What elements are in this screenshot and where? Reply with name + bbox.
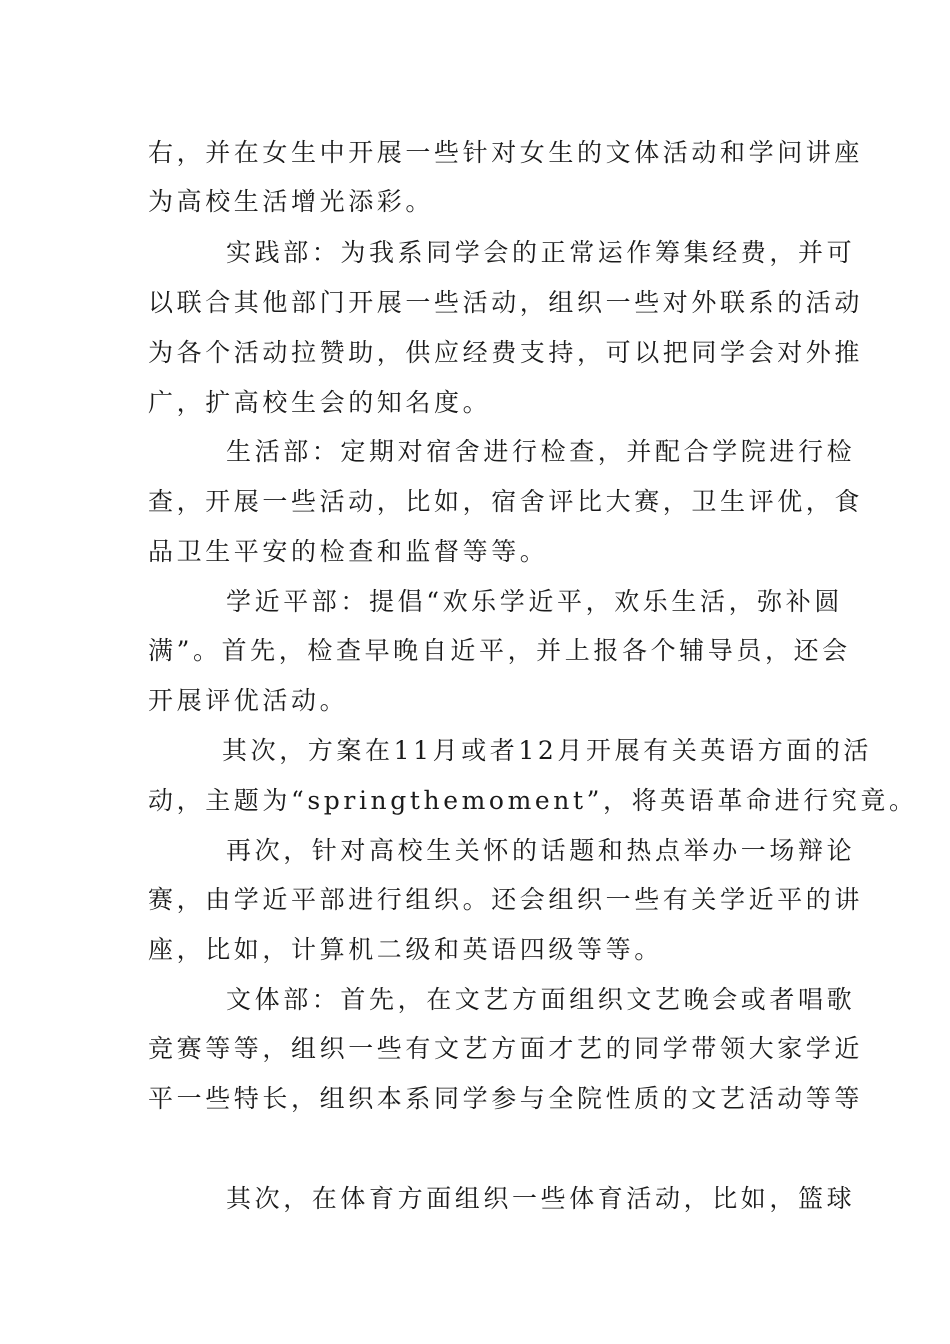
text-line: 平一些特长，组织本系同学参与全院性质的文艺活动等等 [148,1084,864,1113]
text-line: 为高校生活增光添彩。 [148,187,435,216]
text-line: 动，主题为“springthemoment”，将英语革命进行究竟。 [148,786,918,815]
paragraph-study-dept: 学近平部：提倡“欢乐学近平，欢乐生活，弥补圆 [226,587,843,616]
paragraph-practice-dept: 实践部：为我系同学会的正常运作筹集经费，并可 [226,238,856,267]
text-line: 品卫生平安的检查和监督等等。 [148,537,549,566]
text-line: 开展评优活动。 [148,686,349,715]
paragraph-sports: 其次，在体育方面组织一些体育活动，比如，篮球 [226,1184,856,1213]
text-line: 广，扩高校生会的知名度。 [148,388,492,417]
paragraph-life-dept: 生活部：定期对宿舍进行检查，并配合学院进行检 [226,437,856,466]
text-line: 满”。首先，检查早晚自近平，并上报各个辅导员，还会 [148,636,851,665]
text-line: 右，并在女生中开展一些针对女生的文体活动和学问讲座 [148,138,864,167]
paragraph-english-activity: 其次，方案在11月或者12月开展有关英语方面的活 [222,736,873,765]
text-line: 座，比如，计算机二级和英语四级等等。 [148,935,663,964]
paragraph-debate: 再次，针对高校生关怀的话题和热点举办一场辩论 [226,836,856,865]
text-line: 竞赛等等，组织一些有文艺方面才艺的同学带领大家学近 [148,1034,864,1063]
text-line: 查，开展一些活动，比如，宿舍评比大赛，卫生评优，食 [148,487,864,516]
text-line: 为各个活动拉赞助，供应经费支持，可以把同学会对外推 [148,338,864,367]
text-line: 以联合其他部门开展一些活动，组织一些对外联系的活动 [148,288,864,317]
paragraph-arts-sports-dept: 文体部：首先，在文艺方面组织文艺晚会或者唱歌 [226,985,856,1014]
text-line: 赛，由学近平部进行组织。还会组织一些有关学近平的讲 [148,885,864,914]
